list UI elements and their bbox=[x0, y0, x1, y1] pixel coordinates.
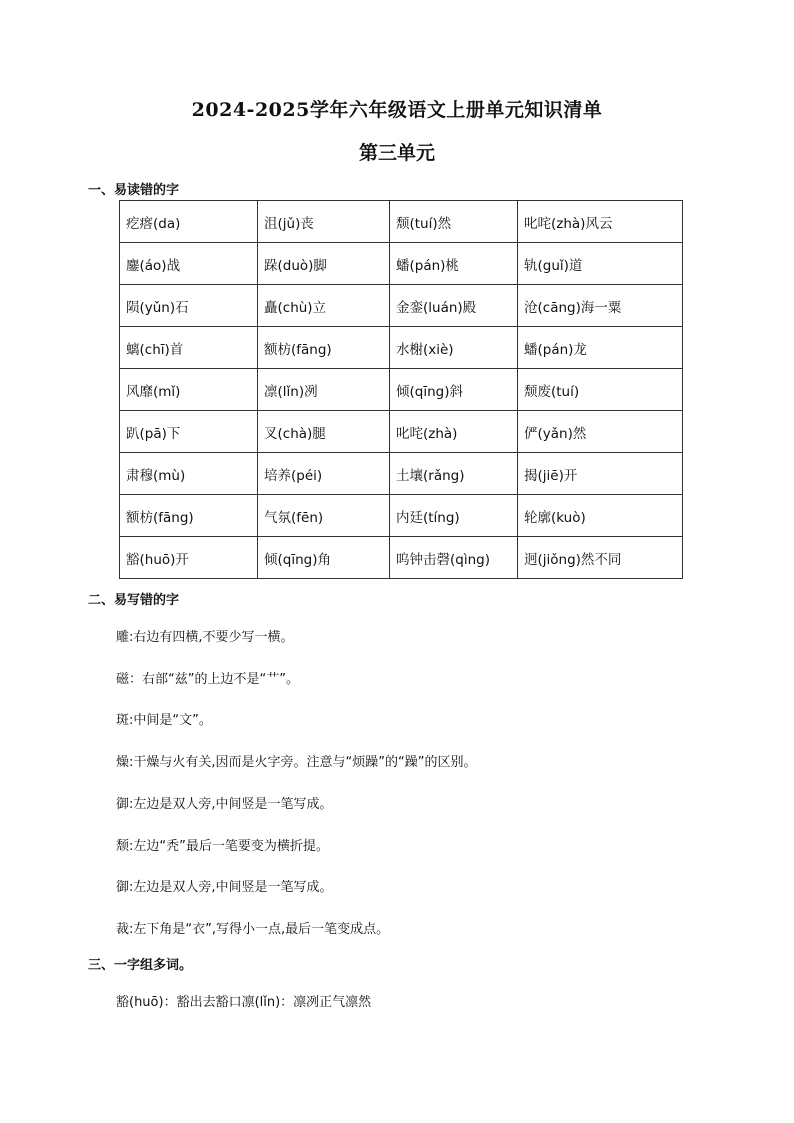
table-cell: 颓废(tuí) bbox=[518, 369, 683, 411]
table-cell: 叉(chà)腿 bbox=[258, 411, 390, 453]
table-cell: 跺(duò)脚 bbox=[258, 243, 390, 285]
writing-note: 颓:左边“秃”最后一笔要变为横折提。 bbox=[116, 839, 329, 854]
table-row bbox=[120, 243, 683, 285]
table-cell: 矗(chù)立 bbox=[258, 285, 390, 327]
section-heading-miswritten: 二、易写错的字 bbox=[88, 593, 180, 608]
table-cell: 俨(yǎn)然 bbox=[518, 411, 683, 453]
table-cell: 倾(qīng)斜 bbox=[390, 369, 518, 411]
table-cell: 沮(jǔ)丧 bbox=[258, 201, 390, 243]
table-cell: 叱咤(zhà)风云 bbox=[518, 201, 683, 243]
table-cell: 陨(yǔn)石 bbox=[120, 285, 258, 327]
writing-note: 雕:右边有四横,不要少写一横。 bbox=[116, 630, 294, 645]
table-row bbox=[120, 201, 683, 243]
table-cell: 水榭(xiè) bbox=[390, 327, 518, 369]
table-cell: 气氛(fēn) bbox=[258, 495, 390, 537]
table-cell: 趴(pā)下 bbox=[120, 411, 258, 453]
writing-note: 御:左边是双人旁,中间竖是一笔写成。 bbox=[116, 880, 333, 895]
table-cell: 土壤(rǎng) bbox=[390, 453, 518, 495]
table-cell: 内廷(tíng) bbox=[390, 495, 518, 537]
writing-note: 裁:左下角是“衣”,写得小一点,最后一笔变成点。 bbox=[116, 922, 390, 937]
writing-note: 磁：右部“兹”的上边不是“艹”。 bbox=[116, 672, 299, 687]
table-cell: 蟠(pán)桃 bbox=[390, 243, 518, 285]
table-cell: 凛(lǐn)冽 bbox=[258, 369, 390, 411]
table-cell: 倾(qīng)角 bbox=[258, 537, 390, 579]
table-cell: 肃穆(mù) bbox=[120, 453, 258, 495]
word-group-line: 豁(huō)：豁出去豁口凛(lǐn)：凛冽正气凛然 bbox=[116, 995, 372, 1010]
table-cell: 揭(jiē)开 bbox=[518, 453, 683, 495]
page-subtitle: 第三单元 bbox=[358, 142, 435, 164]
table-cell: 迥(jiǒng)然不同 bbox=[518, 537, 683, 579]
table-row bbox=[120, 411, 683, 453]
table-cell: 豁(huō)开 bbox=[120, 537, 258, 579]
section-heading-misread: 一、易读错的字 bbox=[88, 183, 180, 198]
table-cell: 额枋(fāng) bbox=[120, 495, 258, 537]
writing-note: 御:左边是双人旁,中间竖是一笔写成。 bbox=[116, 797, 333, 812]
misread-words-table bbox=[119, 200, 683, 579]
writing-note: 斑:中间是“文”。 bbox=[116, 713, 212, 728]
writing-note: 燥:干燥与火有关,因而是火字旁。注意与“烦躁”的“躁”的区别。 bbox=[116, 755, 477, 770]
table-cell: 呜钟击磬(qìng) bbox=[390, 537, 518, 579]
table-cell: 轨(guǐ)道 bbox=[518, 243, 683, 285]
table-row bbox=[120, 537, 683, 579]
section-heading-word-groups: 三、一字组多词。 bbox=[88, 958, 193, 973]
table-row bbox=[120, 453, 683, 495]
table-cell: 疙瘩(da) bbox=[120, 201, 258, 243]
table-cell: 蟠(pán)龙 bbox=[518, 327, 683, 369]
table-cell: 额枋(fāng) bbox=[258, 327, 390, 369]
table-cell: 叱咤(zhà) bbox=[390, 411, 518, 453]
table-row bbox=[120, 285, 683, 327]
table-row bbox=[120, 495, 683, 537]
table-row bbox=[120, 369, 683, 411]
table-cell: 风靡(mǐ) bbox=[120, 369, 258, 411]
table-row bbox=[120, 327, 683, 369]
page-title: 2024-2025学年六年级语文上册单元知识清单 bbox=[191, 99, 603, 121]
table-cell: 轮廓(kuò) bbox=[518, 495, 683, 537]
table-cell: 沧(cāng)海一粟 bbox=[518, 285, 683, 327]
table-cell: 金銮(luán)殿 bbox=[390, 285, 518, 327]
table-cell: 螭(chī)首 bbox=[120, 327, 258, 369]
table-cell: 鏖(áo)战 bbox=[120, 243, 258, 285]
table-cell: 培养(péi) bbox=[258, 453, 390, 495]
table-cell: 颓(tuí)然 bbox=[390, 201, 518, 243]
